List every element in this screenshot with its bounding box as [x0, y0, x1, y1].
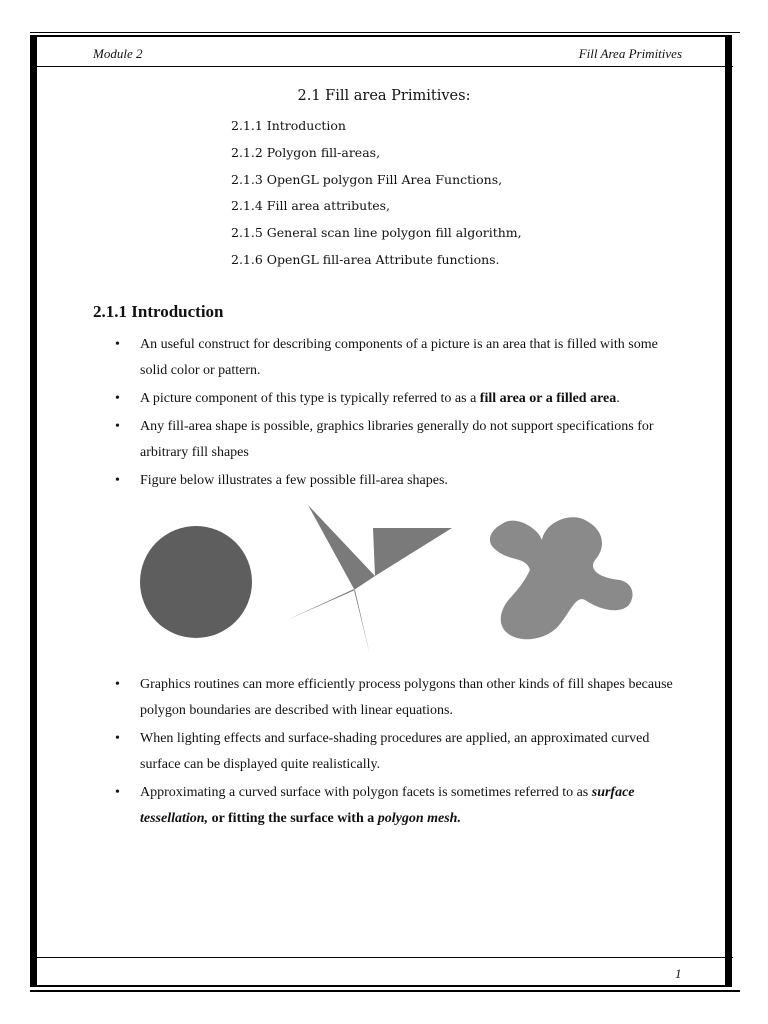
bullet-icon: • — [115, 731, 120, 746]
header-divider — [37, 66, 733, 67]
bullet-icon: • — [115, 473, 120, 488]
toc-item: 2.1.5 General scan line polygon fill algorithm, — [231, 225, 522, 241]
bullet-item — [93, 414, 683, 466]
bullet-item — [93, 672, 683, 724]
bullet-bold-italic-term: surface tessellation, — [140, 785, 635, 826]
bullet-icon: • — [115, 391, 120, 406]
bullet-text-end: . — [616, 391, 620, 406]
bullet-bold-text: or fitting the surface with a — [208, 811, 378, 826]
bullet-icon: • — [115, 677, 120, 692]
bullet-icon: • — [115, 785, 120, 800]
bullet-text: Approximating a curved surface with polygon facets is sometimes referred to as — [140, 785, 592, 800]
bullet-bold-italic-term: polygon mesh. — [377, 811, 461, 826]
page-number: 1 — [675, 966, 682, 981]
bullet-item — [93, 386, 683, 412]
bottom-rule — [30, 990, 740, 992]
bullet-icon: • — [115, 419, 120, 434]
bullet-text: Figure below illustrates a few possible fill-area shapes. — [140, 473, 448, 488]
toc-title: 2.1 Fill area Primitives: — [297, 88, 471, 104]
toc-item: 2.1.4 Fill area attributes, — [231, 198, 391, 214]
toc-item: 2.1.2 Polygon fill-areas, — [231, 144, 381, 160]
star-polygon-shape — [287, 505, 452, 655]
bullet-text: A picture component of this type is typically referred to as a — [140, 391, 480, 406]
bullet-text: When lighting effects and surface-shading procedures are applied, an approximated curved surface can be displayed quite realistically. — [140, 731, 650, 772]
header-chapter-title: Fill Area Primitives — [578, 46, 682, 61]
bullet-list-intro — [93, 332, 683, 496]
header-module: Module 2 — [93, 46, 143, 61]
bullet-item — [93, 726, 683, 778]
toc-item: 2.1.1 Introduction — [231, 118, 346, 133]
bullet-text: Any fill-area shape is possible, graphics libraries generally do not support specifications for arbitrary fill shapes — [140, 419, 654, 460]
curved-blob-shape — [490, 517, 633, 639]
bullet-text: An useful construct for describing components of a picture is an area that is filled with some solid color or pattern. — [140, 337, 658, 378]
bullet-item — [93, 468, 683, 494]
fill-area-shapes-figure — [130, 500, 650, 665]
footer-divider — [37, 957, 733, 958]
section-heading: 2.1.1 Introduction — [93, 302, 224, 321]
bullet-icon: • — [115, 337, 120, 352]
top-rule — [30, 32, 740, 33]
bullet-text: Graphics routines can more efficiently process polygons than other kinds of fill shapes because polygon boundaries are described with linear equations. — [140, 677, 673, 718]
toc-item: 2.1.6 OpenGL fill-area Attribute functions. — [231, 251, 500, 267]
circle-shape — [140, 526, 252, 638]
bullet-bold-term: fill area or a filled area — [479, 391, 617, 406]
bullet-item — [93, 332, 683, 384]
table-of-contents — [231, 116, 522, 277]
toc-item: 2.1.3 OpenGL polygon Fill Area Functions, — [231, 171, 503, 187]
bullet-item — [93, 780, 683, 832]
bullet-list-polygons — [93, 672, 683, 834]
